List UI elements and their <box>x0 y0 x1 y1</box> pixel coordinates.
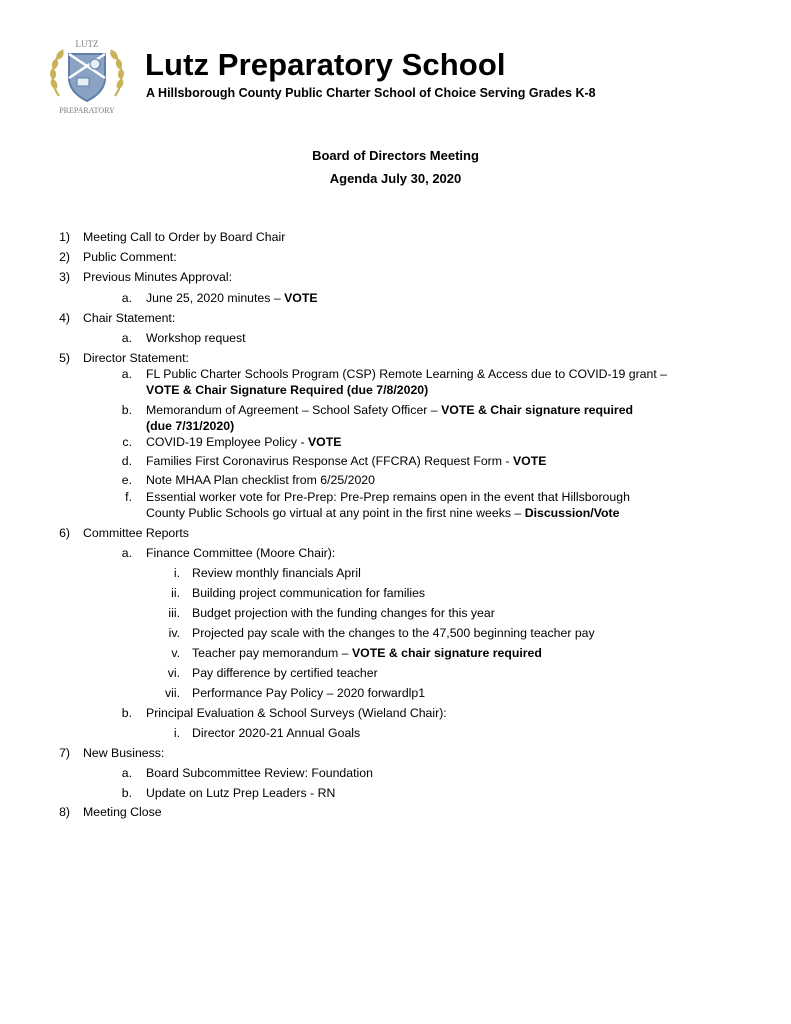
agenda-item: Committee Reports <box>83 526 189 540</box>
subitem-letter: a. <box>121 546 132 560</box>
meeting-title: Board of Directors Meeting <box>312 148 479 163</box>
school-name: Lutz Preparatory School <box>145 47 506 82</box>
item-number: 8) <box>59 805 70 819</box>
subitem-letter: a. <box>121 766 132 780</box>
agenda-subitem: June 25, 2020 minutes – VOTE <box>146 291 318 305</box>
item-number: 3) <box>59 270 70 284</box>
school-crest-logo <box>45 34 129 118</box>
agenda-subitem: Finance Committee (Moore Chair): <box>146 546 336 560</box>
item-number: 4) <box>59 311 70 325</box>
agenda-subitem: Workshop request <box>146 331 246 345</box>
agenda-subitem: Essential worker vote for Pre-Prep: Pre-Prep remains open in the event that Hillsborough <box>146 490 630 504</box>
subsubitem-numeral: vi. <box>167 666 180 680</box>
subsubitem-numeral: i. <box>173 566 180 580</box>
subsubitem-numeral: iv. <box>168 626 180 640</box>
subsubitem-numeral: vii. <box>164 686 180 700</box>
meeting-date: Agenda July 30, 2020 <box>329 171 462 186</box>
agenda-subitem: Note MHAA Plan checklist from 6/25/2020 <box>146 473 375 487</box>
agenda-subitem-continued: VOTE & Chair Signature Required (due 7/8/2020) <box>146 383 429 397</box>
agenda-item: Meeting Call to Order by Board Chair <box>83 230 286 244</box>
agenda-subitem: Update on Lutz Prep Leaders - RN <box>146 786 336 800</box>
agenda-subitem-continued: (due 7/31/2020) <box>146 419 235 433</box>
subitem-letter: a. <box>121 291 132 305</box>
subitem-letter: b. <box>121 706 132 720</box>
agenda-subitem: COVID-19 Employee Policy - VOTE <box>146 435 342 449</box>
subitem-letter: b. <box>121 786 132 800</box>
item-number: 2) <box>59 250 70 264</box>
item-number: 7) <box>59 746 70 760</box>
agenda-subitem-continued: County Public Schools go virtual at any point in the first nine weeks – Discussion/Vote <box>146 506 620 520</box>
agenda-subitem: FL Public Charter Schools Program (CSP) Remote Learning & Access due to COVID-19 grant – <box>146 367 668 381</box>
agenda-item: Public Comment: <box>83 250 177 264</box>
agenda-item: New Business: <box>83 746 165 760</box>
agenda-subitem: Families First Coronavirus Response Act (FFCRA) Request Form - VOTE <box>146 454 547 468</box>
subitem-letter: f. <box>125 490 132 504</box>
subsubitem-numeral: iii. <box>168 606 180 620</box>
subsubitem-numeral: v. <box>171 646 180 660</box>
agenda-item: Previous Minutes Approval: <box>83 270 233 284</box>
agenda-subsubitem: Performance Pay Policy – 2020 forwardlp1 <box>192 686 426 700</box>
subitem-letter: c. <box>122 435 132 449</box>
item-number: 1) <box>59 230 70 244</box>
item-number: 5) <box>59 351 70 365</box>
agenda-subsubitem: Building project communication for families <box>192 586 426 600</box>
subitem-letter: b. <box>121 403 132 417</box>
agenda-subsubitem: Budget projection with the funding changes for this year <box>192 606 495 620</box>
agenda-item: Chair Statement: <box>83 311 176 325</box>
agenda-subsubitem: Projected pay scale with the changes to the 47,500 beginning teacher pay <box>192 626 595 640</box>
agenda-subsubitem: Review monthly financials April <box>192 566 361 580</box>
school-tagline: A Hillsborough County Public Charter School of Choice Serving Grades K-8 <box>146 86 596 100</box>
subitem-letter: a. <box>121 367 132 381</box>
subitem-letter: e. <box>121 473 132 487</box>
agenda-item: Meeting Close <box>83 805 162 819</box>
subitem-letter: d. <box>121 454 132 468</box>
logo-text-top: LUTZ <box>75 39 99 49</box>
agenda-subsubitem: Director 2020-21 Annual Goals <box>192 726 361 740</box>
agenda-subsubitem: Teacher pay memorandum – VOTE & chair signature required <box>192 646 542 660</box>
subsubitem-numeral: i. <box>173 726 180 740</box>
agenda-subitem: Memorandum of Agreement – School Safety Officer – VOTE & Chair signature required <box>146 403 634 417</box>
agenda-subitem: Board Subcommittee Review: Foundation <box>146 766 373 780</box>
logo-text-bottom: PREPARATORY <box>59 106 115 115</box>
agenda-subitem: Principal Evaluation & School Surveys (Wieland Chair): <box>146 706 447 720</box>
agenda-item: Director Statement: <box>83 351 189 365</box>
subsubitem-numeral: ii. <box>171 586 180 600</box>
item-number: 6) <box>59 526 70 540</box>
agenda-subsubitem: Pay difference by certified teacher <box>192 666 378 680</box>
subitem-letter: a. <box>121 331 132 345</box>
